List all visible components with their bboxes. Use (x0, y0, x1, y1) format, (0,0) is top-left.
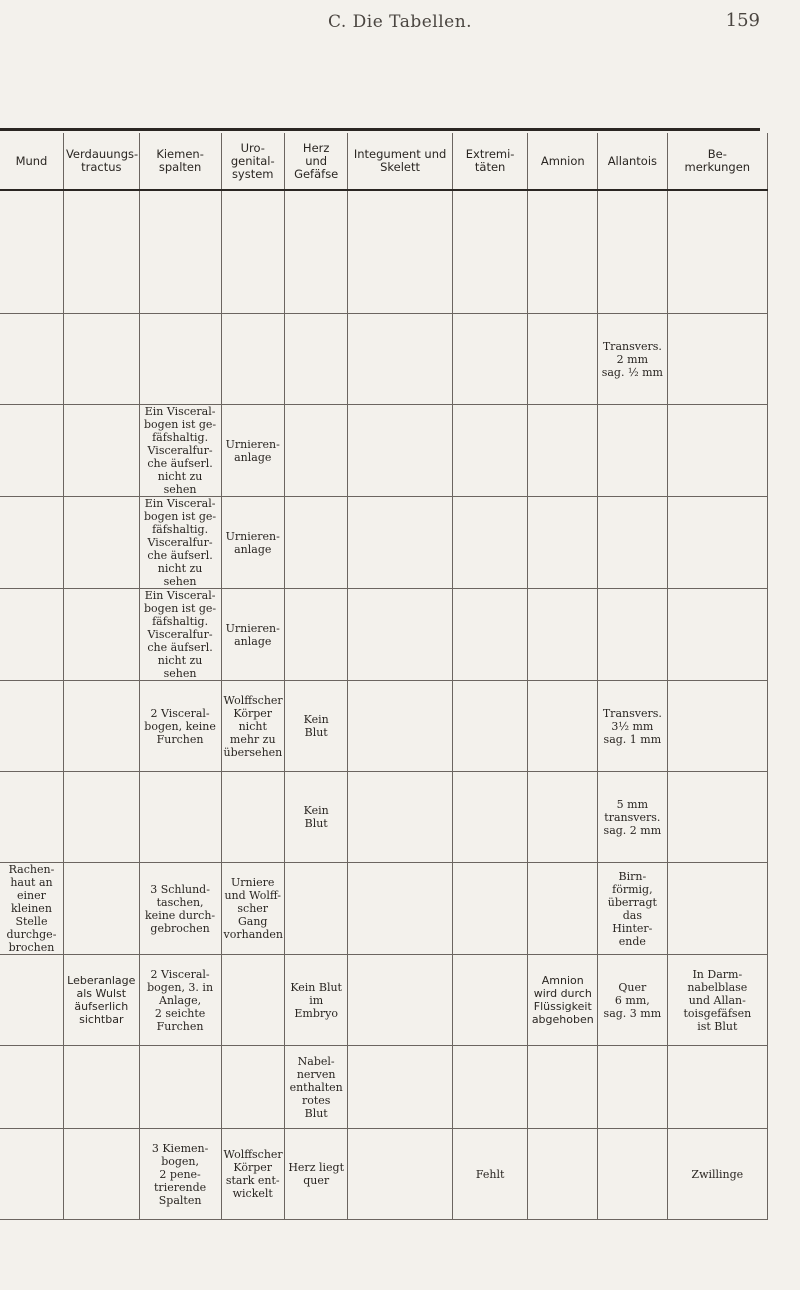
table-cell (598, 1046, 668, 1129)
table-cell (63, 314, 139, 405)
page-number: 159 (725, 10, 760, 31)
table-cell (0, 405, 63, 497)
table-cell (598, 589, 668, 681)
table-row (0, 190, 768, 314)
table-cell (63, 681, 139, 772)
table-cell (0, 190, 63, 314)
table-cell (598, 405, 668, 497)
table-cell (63, 589, 139, 681)
table-cell: 5 mm transvers. sag. 2 mm (598, 772, 668, 863)
table-top-rule (0, 128, 760, 131)
table-cell: In Darm- nabelblase und Allan- toisgefäfsen ist Blut (667, 955, 767, 1046)
table-row (0, 772, 768, 863)
header-cell: Amnion (528, 133, 598, 190)
table-cell (452, 772, 528, 863)
table-cell (0, 589, 63, 681)
table-cell (528, 863, 598, 955)
table-cell (284, 589, 347, 681)
table-cell: Ein Visceral- bogen ist ge- fäfshaltig. Visceralfur- che äufserl. nicht zu sehen (139, 497, 221, 589)
table-cell: Fehlt (452, 1129, 528, 1220)
table-cell (452, 190, 528, 314)
header-cell: Kiemen- spalten (139, 133, 221, 190)
table-cell (139, 1046, 221, 1129)
table-cell (452, 863, 528, 955)
table-cell (0, 314, 63, 405)
table-cell (528, 190, 598, 314)
table-cell (528, 314, 598, 405)
table-cell: Birn- förmig, überragt das Hinter- ende (598, 863, 668, 955)
table-cell (348, 589, 452, 681)
table-cell: Ein Visceral- bogen ist ge- fäfshaltig. Visceralfur- che äufserl. nicht zu sehen (139, 589, 221, 681)
table-cell: Wolffscher Körper nicht mehr zu übersehen (221, 681, 284, 772)
table-cell (63, 863, 139, 955)
table-cell (0, 772, 63, 863)
table-cell (221, 314, 284, 405)
header-row (0, 133, 768, 190)
table-cell (598, 190, 668, 314)
table-cell (667, 314, 767, 405)
table-cell (0, 1046, 63, 1129)
page-header (0, 0, 800, 40)
table-row (0, 405, 768, 497)
table-cell (452, 314, 528, 405)
table-cell (667, 863, 767, 955)
table-row (0, 1129, 768, 1220)
table-cell: Transvers. 2 mm sag. ½ mm (598, 314, 668, 405)
table-cell (528, 589, 598, 681)
table-cell (348, 955, 452, 1046)
table-cell (0, 955, 63, 1046)
table-cell (348, 681, 452, 772)
table-cell (598, 497, 668, 589)
table-row (0, 1046, 768, 1129)
table-cell (667, 190, 767, 314)
table-row (0, 681, 768, 772)
table-cell: Urnieren- anlage (221, 497, 284, 589)
table-cell (528, 1129, 598, 1220)
running-title: C. Die Tabellen. (327, 12, 473, 32)
header-cell: Be- merkungen (667, 133, 767, 190)
table-cell (0, 1129, 63, 1220)
table-cell (348, 1129, 452, 1220)
table-cell (284, 190, 347, 314)
table-cell (667, 497, 767, 589)
table-cell (284, 314, 347, 405)
table-cell: Kein Blut (284, 681, 347, 772)
table-cell: Quer 6 mm, sag. 3 mm (598, 955, 668, 1046)
table-cell (348, 405, 452, 497)
table-cell: Urnieren- anlage (221, 589, 284, 681)
table-cell (528, 1046, 598, 1129)
header-cell: Mund (0, 133, 63, 190)
table-cell: 3 Kiemen- bogen, 2 pene- trierende Spalten (139, 1129, 221, 1220)
table-cell (63, 190, 139, 314)
table-cell (63, 405, 139, 497)
table-cell: Rachen- haut an einer kleinen Stelle durchge- brochen (0, 863, 63, 955)
table-cell (139, 190, 221, 314)
table-cell: 2 Visceral- bogen, keine Furchen (139, 681, 221, 772)
table-cell: Ein Visceral- bogen ist ge- fäfshaltig. Visceralfur- che äufserl. nicht zu sehen (139, 405, 221, 497)
table-cell (528, 681, 598, 772)
table-cell (452, 405, 528, 497)
table-cell (348, 863, 452, 955)
table-cell (452, 497, 528, 589)
header-cell: Integument und Skelett (348, 133, 452, 190)
table-cell: Transvers. 3½ mm sag. 1 mm (598, 681, 668, 772)
table-cell: Wolffscher Körper stark ent- wickelt (221, 1129, 284, 1220)
table-cell (598, 1129, 668, 1220)
table-cell (667, 1046, 767, 1129)
table-cell: Leberanlage als Wulst äufserlich sichtbar (63, 955, 139, 1046)
table-cell (63, 1129, 139, 1220)
table-cell (221, 955, 284, 1046)
table-cell (284, 863, 347, 955)
table-cell (284, 497, 347, 589)
table-cell (0, 497, 63, 589)
table-cell (63, 497, 139, 589)
header-cell: Allantois (598, 133, 668, 190)
table-row (0, 497, 768, 589)
table-cell (528, 772, 598, 863)
table-cell: 2 Visceral- bogen, 3. in Anlage, 2 seichte Furchen (139, 955, 221, 1046)
table-cell: Nabel- nerven enthalten rotes Blut (284, 1046, 347, 1129)
table-cell: 3 Schlund- taschen, keine durch- gebrochen (139, 863, 221, 955)
table-cell (452, 1046, 528, 1129)
table-cell (528, 497, 598, 589)
table-cell (348, 1046, 452, 1129)
table-cell: Zwillinge (667, 1129, 767, 1220)
table-cell (528, 405, 598, 497)
table-cell (348, 497, 452, 589)
table-cell (221, 190, 284, 314)
table-cell (452, 955, 528, 1046)
table-row (0, 314, 768, 405)
table-cell (284, 405, 347, 497)
table-row (0, 589, 768, 681)
header-cell: Verdauungs- tractus (63, 133, 139, 190)
table-cell (0, 681, 63, 772)
table-cell: Herz liegt quer (284, 1129, 347, 1220)
table-cell: Urniere und Wolff- scher Gang vorhanden (221, 863, 284, 955)
table-cell (348, 772, 452, 863)
header-cell: Uro- genital- system (221, 133, 284, 190)
table-cell: Urnieren- anlage (221, 405, 284, 497)
header-cell: Herz und Gefäfse (284, 133, 347, 190)
table-cell (63, 772, 139, 863)
table-cell (452, 589, 528, 681)
table-cell (667, 772, 767, 863)
table-cell (139, 772, 221, 863)
table-row (0, 863, 768, 955)
table-cell (139, 314, 221, 405)
table-cell (452, 681, 528, 772)
table-cell: Amnion wird durch Flüssigkeit abgehoben (528, 955, 598, 1046)
table-cell: Kein Blut im Embryo (284, 955, 347, 1046)
header-cell: Extremi- täten (452, 133, 528, 190)
table-cell (221, 772, 284, 863)
table-cell (667, 589, 767, 681)
data-table (0, 133, 768, 1220)
table-cell (348, 314, 452, 405)
table-cell (667, 681, 767, 772)
table-cell (221, 1046, 284, 1129)
table-cell (348, 190, 452, 314)
table-row (0, 955, 768, 1046)
table-cell: Kein Blut (284, 772, 347, 863)
table-cell (63, 1046, 139, 1129)
table-cell (667, 405, 767, 497)
